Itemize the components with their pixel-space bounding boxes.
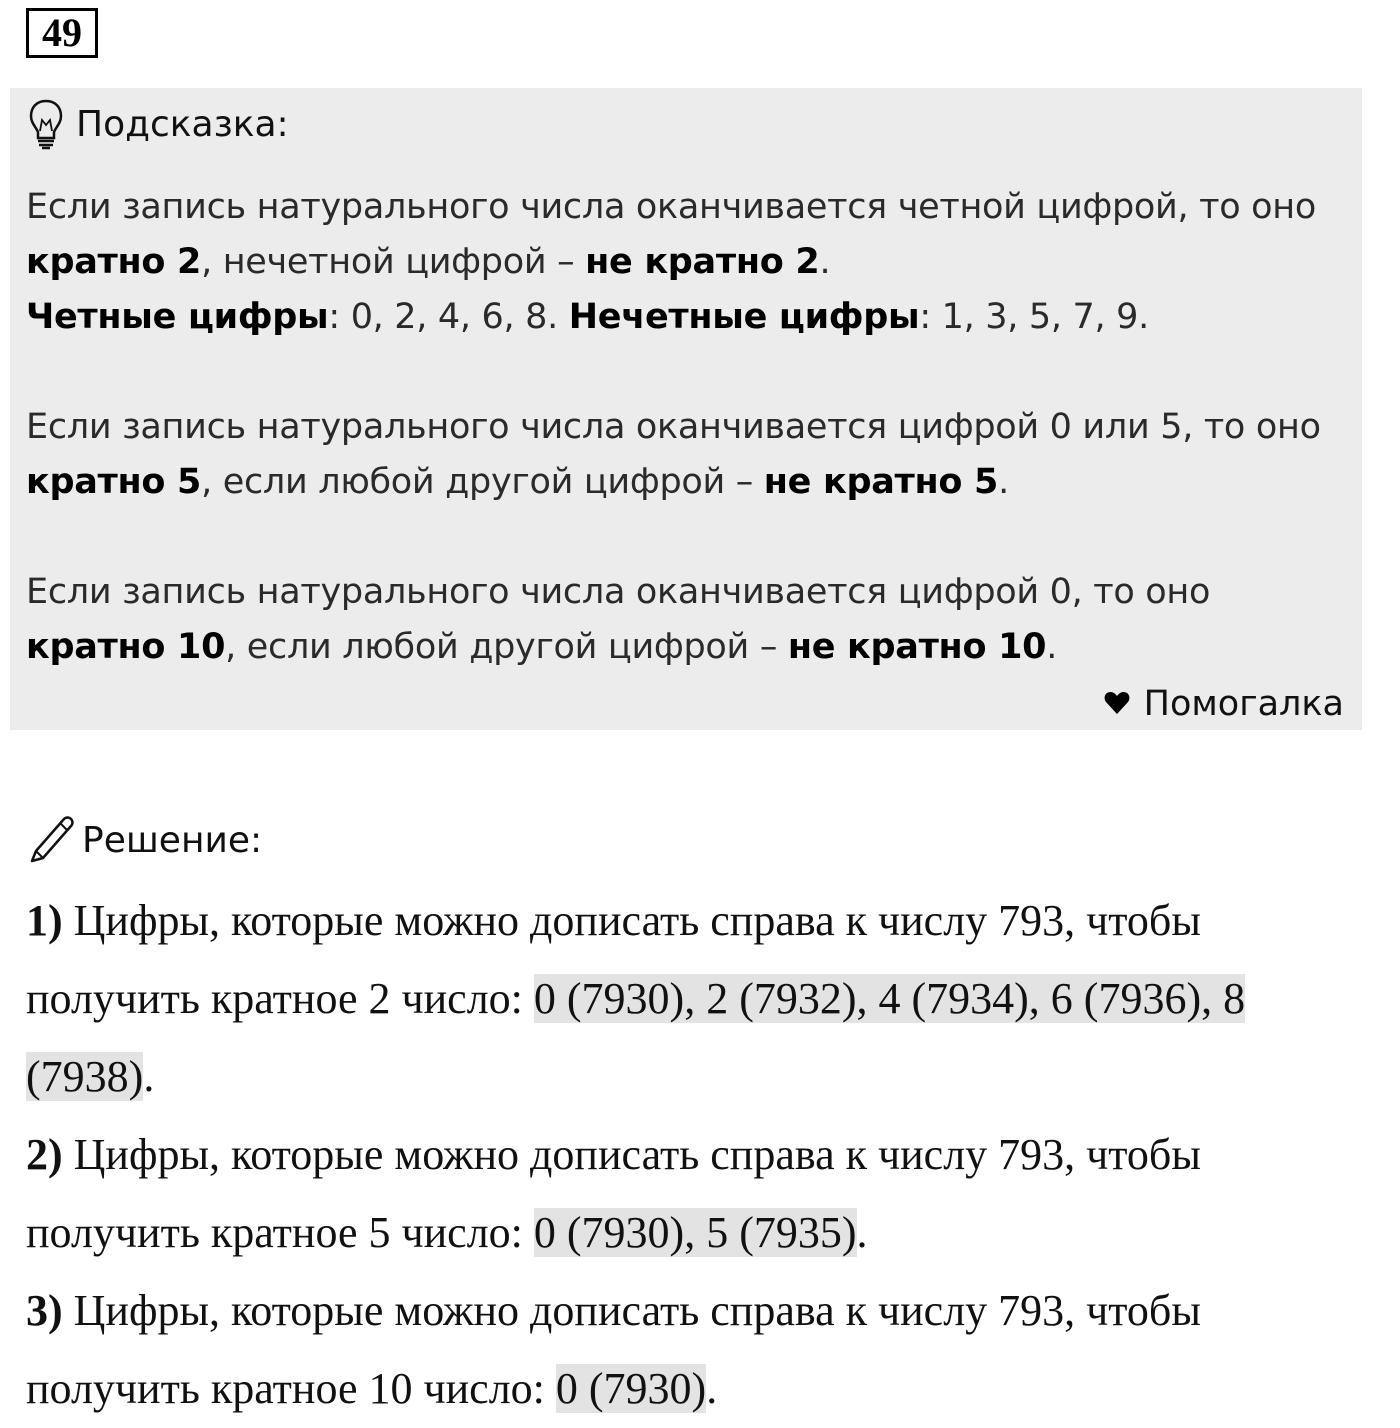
answer-highlight: 0 (7930), 5 (7935): [533, 1208, 857, 1257]
hint-title: Подсказка:: [76, 103, 289, 145]
credit: [1104, 684, 1344, 724]
hint-box: [10, 88, 1362, 730]
credit-label: Помогалка: [1143, 684, 1344, 724]
pencil-icon: [28, 813, 76, 868]
lightbulb-icon: [28, 98, 64, 150]
hint-paragraph-five: Если запись натурального числа оканчивается цифрой 0 или 5, то оно кратно 5, если любой другой цифрой – не кратно 5.: [26, 407, 1321, 502]
solution-item-2: 2) Цифры, которые можно дописать справа к числу 793, чтобы получить кратное 5 число: 0 (7930), 5 (7935).: [26, 1130, 1201, 1257]
hint-body: [26, 180, 1351, 675]
hint-paragraph-digits: Четные цифры: 0, 2, 4, 6, 8. Нечетные цифры: 1, 3, 5, 7, 9.: [26, 297, 1149, 337]
answer-highlight: 0 (7930), 2 (7932), 4 (7934), 6 (7936), 8 (7938): [26, 974, 1246, 1101]
task-number: 49: [26, 8, 98, 58]
solution-item-3: 3) Цифры, которые можно дописать справа к числу 793, чтобы получить кратное 10 число: 0 (7930).: [26, 1286, 1201, 1413]
solution-title: Решение:: [82, 819, 263, 861]
heart-icon: [1104, 684, 1144, 724]
answer-highlight: 0 (7930): [555, 1364, 707, 1413]
hint-paragraph-ten: Если запись натурального числа оканчивается цифрой 0, то оно кратно 10, если любой другой цифрой – не кратно 10.: [26, 572, 1211, 667]
solution-item-1: 1) Цифры, которые можно дописать справа к числу 793, чтобы получить кратное 2 число: 0 (7930), 2 (7932), 4 (7934), 6 (7936), 8 (7938).: [26, 896, 1246, 1101]
solution-header: [28, 812, 262, 868]
solution-body: [26, 882, 1356, 1428]
hint-paragraph-even: Если запись натурального числа оканчивается четной цифрой, то оно кратно 2, нечетной цифрой – не кратно 2.: [26, 187, 1316, 282]
hint-header: [28, 96, 289, 152]
